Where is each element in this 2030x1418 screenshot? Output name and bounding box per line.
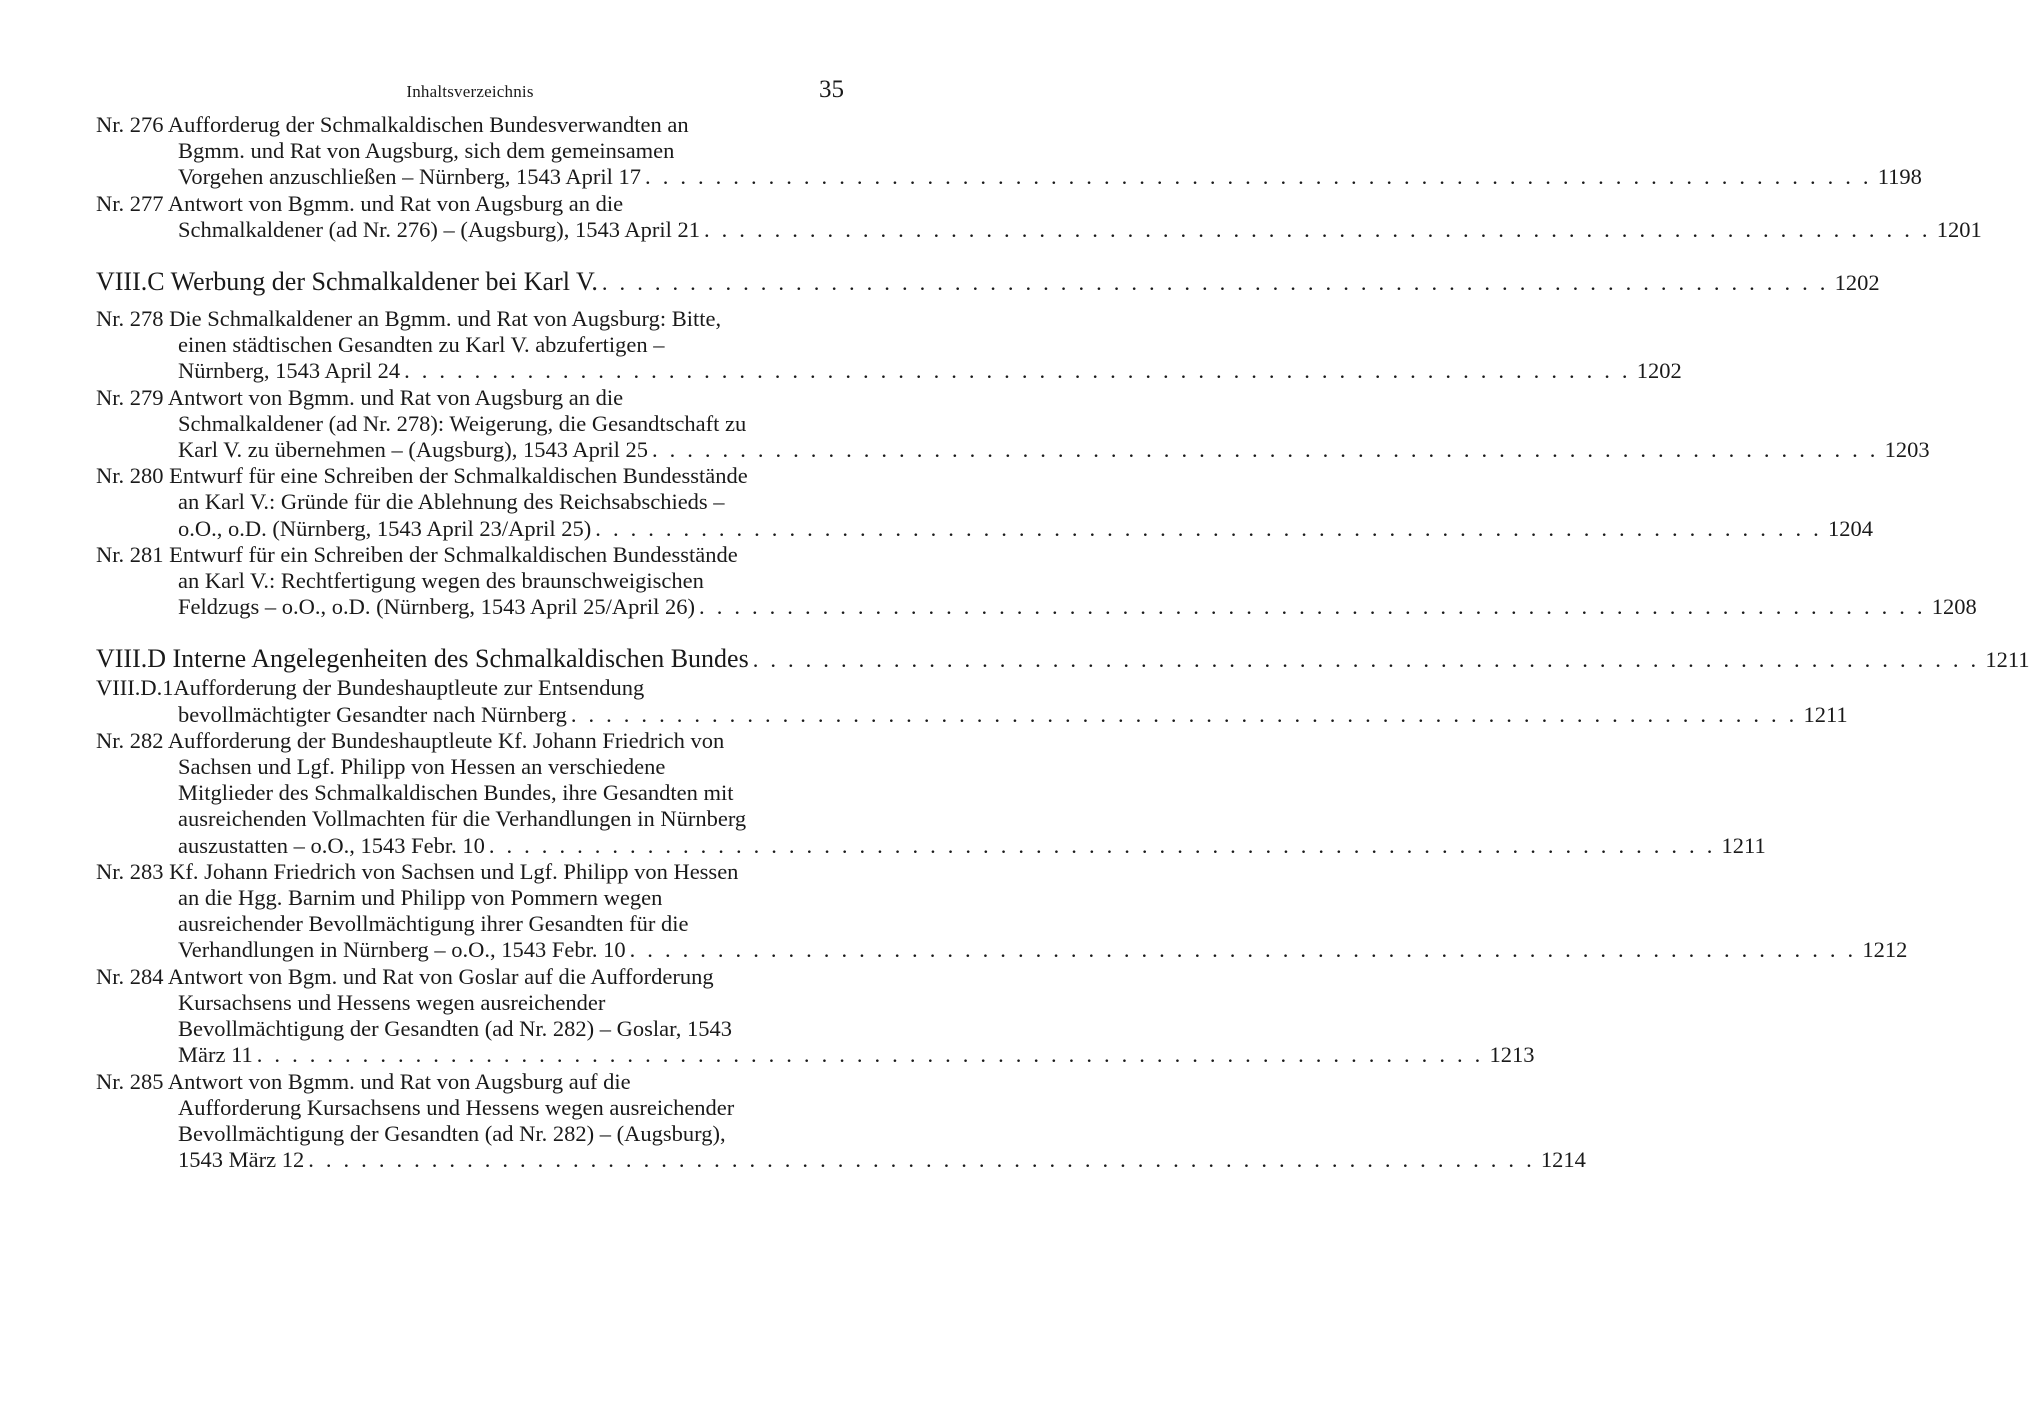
entry-text: Nürnberg, 1543 April 24 [178,358,401,384]
entry-number: Nr. 279 [96,384,168,410]
entry-line [96,191,844,217]
entry-text: Mitglieder des Schmalkaldischen Bundes, ihre Gesandten mit [178,780,734,806]
entry-page: 1211 [1803,701,1848,727]
entry-page: 1213 [1489,1042,1535,1068]
entry-text: bevollmächtigter Gesandter nach Nürnberg [178,701,567,727]
entry-text: auszustatten – o.O., 1543 Febr. 10 [178,832,485,858]
entry-text: Die Schmalkaldener an Bgmm. und Rat von Augsburg: Bitte, [169,306,722,332]
entry-text: Bevollmächtigung der Gesandten (ad Nr. 282) – (Augsburg), [178,1120,726,1146]
entry-last-line [96,1147,1586,1173]
entry-last-line [96,216,1982,243]
toc-entry[interactable] [96,384,1930,464]
entry-text: Antwort von Bgmm. und Rat von Augsburg auf die [167,1068,631,1094]
running-header [96,0,844,112]
entry-last-line [96,358,1682,384]
entry-text: Aufforderung der Bundeshauptleute zur Entsendung [173,675,645,701]
section-page: 1211 [1985,647,2030,673]
entry-text: o.O., o.D. (Nürnberg, 1543 April 23/April 25) [178,515,592,541]
entry-last-line [96,1042,1535,1068]
entry-line [96,542,844,568]
entry-page: 1202 [1636,358,1682,384]
entry-line [96,885,844,911]
entry-page: 1198 [1877,164,1922,190]
entry-page: 1203 [1884,437,1930,463]
entry-text: an die Hgg. Barnim und Philipp von Pommern wegen [178,885,663,911]
toc-group-c [96,306,1977,620]
entry-text: Antwort von Bgm. und Rat von Goslar auf die Aufforderung [167,963,714,989]
toc-page [96,0,2030,1173]
dot-leader: . . . . . . . . . . . . . . . . . . . . . . . . . . . . . . . . . . . . . . . . . . . . . . . . . . . . . . . . . . . . . . . . . . . . . . [256,1042,1484,1068]
entry-line [96,728,844,754]
entry-line [96,568,844,594]
entry-number: VIII.D.1 [96,675,174,701]
entry-text: Schmalkaldener (ad Nr. 278): Weigerung, die Gesandtschaft zu [178,410,747,436]
entry-text: an Karl V.: Gründe für die Ablehnung des Reichsabschieds – [178,489,725,515]
entry-last-line [96,594,1977,620]
entry-number: Nr. 277 [96,190,168,216]
entry-line [96,1121,844,1147]
section-title: VIII.D Interne Angelegenheiten des Schmalkaldischen Bundes [96,644,749,674]
entry-line [96,385,844,411]
entry-number: Nr. 282 [96,727,168,753]
entry-number: Nr. 278 [96,306,170,332]
entry-text: ausreichenden Vollmachten für die Verhandlungen in Nürnberg [178,806,747,832]
entry-text: März 11 [178,1042,253,1068]
entry-text: Aufforderug der Schmalkaldischen Bundesverwandten an [167,112,689,137]
entry-text: Verhandlungen in Nürnberg – o.O., 1543 Febr. 10 [178,937,626,963]
entry-page: 1204 [1827,515,1873,541]
entry-line [96,1016,844,1042]
entry-text: Antwort von Bgmm. und Rat von Augsburg an die [167,190,624,216]
entry-last-line [96,832,1766,859]
entry-last-line [96,437,1930,463]
entry-text: einen städtischen Gesandten zu Karl V. abzufertigen – [178,332,665,358]
entry-number: Nr. 281 [96,541,170,567]
entry-line [96,754,844,780]
toc-group-d [96,675,1908,1173]
entry-text: Vorgehen anzuschließen – Nürnberg, 1543 April 17 [178,164,642,190]
toc-entry[interactable] [96,190,1982,243]
dot-leader: . . . . . . . . . . . . . . . . . . . . . . . . . . . . . . . . . . . . . . . . . . . . . . . . . . . . . . . . . . . . . . . . . . . . . . [601,270,1829,296]
toc-entry[interactable] [96,541,1977,621]
entry-page: 1208 [1931,594,1977,620]
entry-last-line [96,937,1908,963]
page-number: 35 [819,76,844,103]
entry-line [96,859,844,885]
entry-text: Schmalkaldener (ad Nr. 276) – (Augsburg), 1543 April 21 [178,216,700,242]
toc-entry[interactable] [96,858,1908,964]
entry-page: 1201 [1936,216,1982,242]
entry-text: Kursachsens und Hessens wegen ausreichender [178,989,606,1015]
toc-entry[interactable] [96,963,1535,1069]
entry-text: Aufforderung der Bundeshauptleute Kf. Johann Friedrich von [167,727,725,753]
entry-line [96,332,844,358]
toc-entry[interactable] [96,463,1873,542]
section-title: VIII.C Werbung der Schmalkaldener bei Karl V. [96,267,598,297]
entry-line [96,1095,844,1121]
dot-leader: . . . . . . . . . . . . . . . . . . . . . . . . . . . . . . . . . . . . . . . . . . . . . . . . . . . . . . . . . . . . . . . . . . . . . . [404,358,1631,384]
entry-number: Nr. 284 [96,963,168,989]
entry-last-line [96,515,1873,542]
toc-entry[interactable] [96,112,1922,191]
entry-text: Antwort von Bgmm. und Rat von Augsburg an die [167,384,624,410]
dot-leader: . . . . . . . . . . . . . . . . . . . . . . . . . . . . . . . . . . . . . . . . . . . . . . . . . . . . . . . . . . . . . . . . . . . . . . [595,515,1822,541]
dot-leader: . . . . . . . . . . . . . . . . . . . . . . . . . . . . . . . . . . . . . . . . . . . . . . . . . . . . . . . . . . . . . . . . . . . . . . [651,437,1879,463]
entry-line [96,806,844,832]
entry-line [96,990,844,1016]
dot-leader: . . . . . . . . . . . . . . . . . . . . . . . . . . . . . . . . . . . . . . . . . . . . . . . . . . . . . . . . . . . . . . . . . . . . . . [699,594,1926,620]
entry-text: Sachsen und Lgf. Philipp von Hessen an verschiedene [178,754,666,780]
running-title: Inhaltsverzeichnis [406,82,534,101]
dot-leader: . . . . . . . . . . . . . . . . . . . . . . . . . . . . . . . . . . . . . . . . . . . . . . . . . . . . . . . . . . . . . . . . . . . . . . [752,647,1980,673]
toc-entry[interactable] [96,306,1682,385]
entry-number: Nr. 280 [96,463,170,489]
entry-text: ausreichender Bevollmächtigung ihrer Gesandten für die [178,911,689,937]
entry-text: Aufforderung Kursachsens und Hessens wegen ausreichender [178,1094,735,1120]
entry-line [96,780,844,806]
toc-entry[interactable] [96,727,1766,859]
entry-line [96,138,844,164]
entry-line [96,1069,844,1095]
entry-line [96,675,844,701]
entry-number: Nr. 285 [96,1068,168,1094]
entry-text: Bgmm. und Rat von Augsburg, sich dem gemeinsamen [178,138,675,164]
entry-number: Nr. 276 [96,112,168,137]
entry-line [96,306,844,332]
section-page: 1202 [1834,270,1880,296]
entry-page: 1212 [1862,937,1908,963]
dot-leader: . . . . . . . . . . . . . . . . . . . . . . . . . . . . . . . . . . . . . . . . . . . . . . . . . . . . . . . . . . . . . . . . . . . . . . [629,937,1857,963]
entry-text: 1543 März 12 [178,1147,305,1173]
entry-text: Kf. Johann Friedrich von Sachsen und Lgf. Philipp von Hessen [169,858,739,884]
toc-group-a [96,112,1982,243]
entry-page: 1214 [1540,1147,1586,1173]
toc-entry[interactable] [96,1068,1586,1174]
entry-text: Entwurf für eine Schreiben der Schmalkaldischen Bundesstände [169,463,748,489]
entry-last-line [96,164,1922,190]
dot-leader: . . . . . . . . . . . . . . . . . . . . . . . . . . . . . . . . . . . . . . . . . . . . . . . . . . . . . . . . . . . . . . . . . . . . . . [308,1147,1535,1173]
section-heading-viii-d[interactable] [96,644,2030,675]
dot-leader: . . . . . . . . . . . . . . . . . . . . . . . . . . . . . . . . . . . . . . . . . . . . . . . . . . . . . . . . . . . . . . . . . . . . . . [704,216,1931,242]
dot-leader: . . . . . . . . . . . . . . . . . . . . . . . . . . . . . . . . . . . . . . . . . . . . . . . . . . . . . . . . . . . . . . . . . . . . . . [645,164,1872,190]
entry-text: Entwurf für ein Schreiben der Schmalkaldischen Bundesstände [169,541,738,567]
section-heading-viii-c[interactable] [96,267,1880,298]
entry-last-line [96,701,1848,728]
dot-leader: . . . . . . . . . . . . . . . . . . . . . . . . . . . . . . . . . . . . . . . . . . . . . . . . . . . . . . . . . . . . . . . . . . . . . . [570,701,1798,727]
entry-text: an Karl V.: Rechtfertigung wegen des braunschweigischen [178,568,704,594]
entry-text: Bevollmächtigung der Gesandten (ad Nr. 282) – Goslar, 1543 [178,1016,732,1042]
entry-line [96,489,844,515]
entry-line [96,411,844,437]
entry-text: Karl V. zu übernehmen – (Augsburg), 1543 April 25 [178,437,648,463]
entry-page: 1211 [1721,832,1766,858]
entry-line [96,964,844,990]
entry-line [96,112,844,138]
entry-line [96,911,844,937]
dot-leader: . . . . . . . . . . . . . . . . . . . . . . . . . . . . . . . . . . . . . . . . . . . . . . . . . . . . . . . . . . . . . . . . . . . . . . [488,832,1716,858]
entry-text: Feldzugs – o.O., o.D. (Nürnberg, 1543 April 25/April 26) [178,594,696,620]
toc-entry[interactable] [96,675,1848,727]
entry-number: Nr. 283 [96,858,170,884]
entry-line [96,463,844,489]
